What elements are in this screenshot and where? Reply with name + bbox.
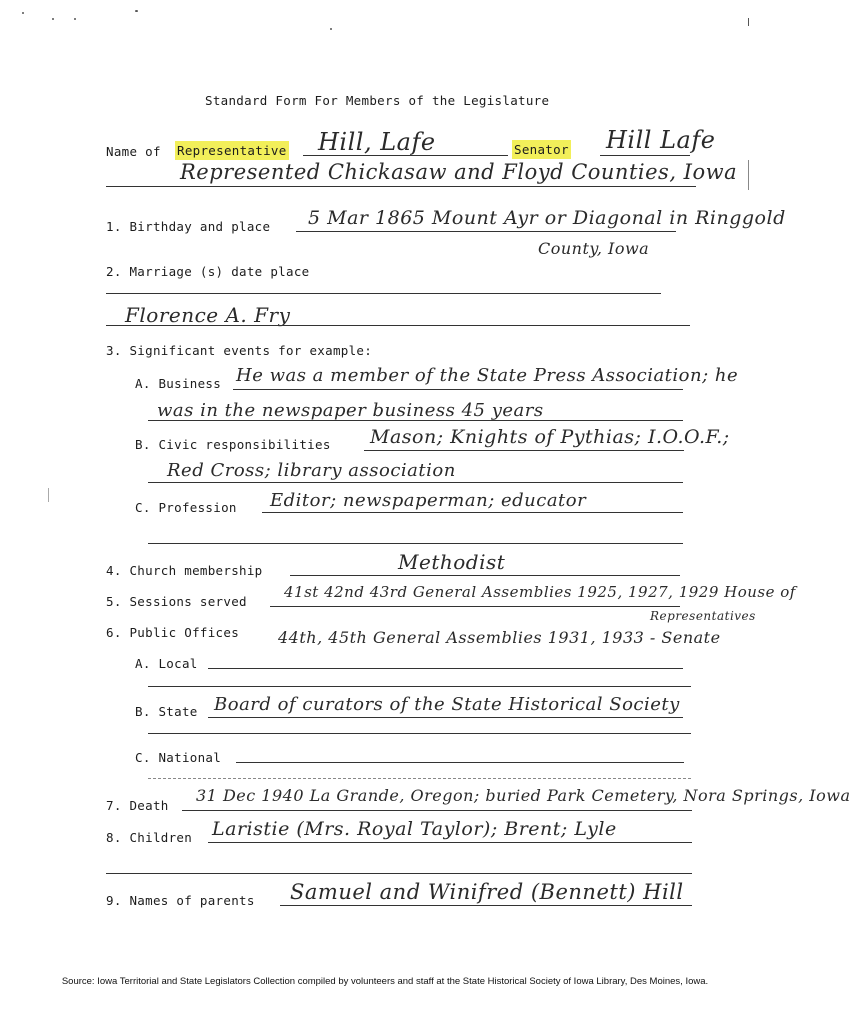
state-label: B. State [135,704,198,719]
sessions-value-2: Representatives [650,609,756,623]
rep-name-line [303,155,508,156]
profession-line-1 [262,512,683,513]
children-line-1 [208,842,692,843]
birthday-label: 1. Birthday and place [106,219,271,234]
church-value: Methodist [398,550,506,574]
state-value: Board of curators of the State Historical Society [214,694,680,715]
birthday-line [296,231,676,232]
civic-value: Mason; Knights of Pythias; I.O.O.F.; [370,426,730,448]
church-line [290,575,680,576]
civic-label: B. Civic responsibilities [135,437,331,452]
parents-line [280,905,692,906]
source-note: Source: Iowa Territorial and State Legislators Collection compiled by volunteers and staff at the State Historical Society of Iowa Library, Des Moines, Iowa. [61,976,709,987]
business-line-1 [233,389,683,390]
local-line-1 [208,668,683,669]
scan-speck [48,488,49,502]
birthday-value-2: County, Iowa [538,239,650,258]
marriage-value: Florence A. Fry [125,303,291,327]
children-value: Laristie (Mrs. Royal Taylor); Brent; Lyle [212,818,617,840]
local-line-2 [148,686,691,687]
scan-speck [748,160,749,190]
national-line-2 [148,778,691,779]
represented-line [106,186,696,187]
birthday-value: 5 Mar 1865 Mount Ayr or Diagonal in Ringgold [308,207,786,229]
scan-speck [74,18,76,20]
state-line-2 [148,733,691,734]
scan-speck [52,18,54,20]
scan-speck [135,10,138,12]
national-label: C. National [135,750,222,765]
parents-value: Samuel and Winifred (Bennett) Hill [290,880,684,904]
children-label: 8. Children [106,830,193,845]
civic-line-1 [364,450,684,451]
business-value: He was a member of the State Press Association; he [236,365,739,386]
sen-name-line [600,155,690,156]
marriage-line-1 [106,293,661,294]
state-line-1 [208,717,683,718]
local-label: A. Local [135,656,198,671]
death-label: 7. Death [106,798,169,813]
sen-name-value: Hill Lafe [606,126,716,154]
business-label: A. Business [135,376,222,391]
civic-value-2: Red Cross; library association [167,460,456,481]
profession-line-2 [148,543,683,544]
represented-value: Represented Chickasaw and Floyd Counties, Iowa [180,160,738,184]
church-label: 4. Church membership [106,563,263,578]
marriage-label: 2. Marriage (s) date place [106,264,310,279]
rep-name-value: Hill, Lafe [318,128,436,156]
death-line [182,810,692,811]
sessions-line [270,606,680,607]
offices-label: 6. Public Offices [106,625,240,640]
scan-speck [330,28,332,30]
representative-label: Representative [177,143,287,158]
children-line-2 [106,873,692,874]
sessions-label: 5. Sessions served [106,594,247,609]
senator-label: Senator [514,142,569,157]
national-line-1 [236,762,684,763]
civic-line-2 [148,482,683,483]
events-label: 3. Significant events for example: [106,343,373,358]
profession-label: C. Profession [135,500,237,515]
business-value-2: was in the newspaper business 45 years [157,400,544,421]
name-of-label: Name of [106,144,161,159]
scan-speck [748,18,749,26]
offices-value: 44th, 45th General Assemblies 1931, 1933 - Senate [278,628,721,647]
business-line-2 [148,420,683,421]
sessions-value: 41st 42nd 43rd General Assemblies 1925, 1927, 1929 House of [284,583,796,601]
profession-value: Editor; newspaperman; educator [270,490,587,511]
death-value: 31 Dec 1940 La Grande, Oregon; buried Park Cemetery, Nora Springs, Iowa [196,786,851,805]
form-title: Standard Form For Members of the Legislature [205,93,550,108]
parents-label: 9. Names of parents [106,893,255,908]
marriage-line-2 [106,325,690,326]
scan-speck [22,12,24,14]
